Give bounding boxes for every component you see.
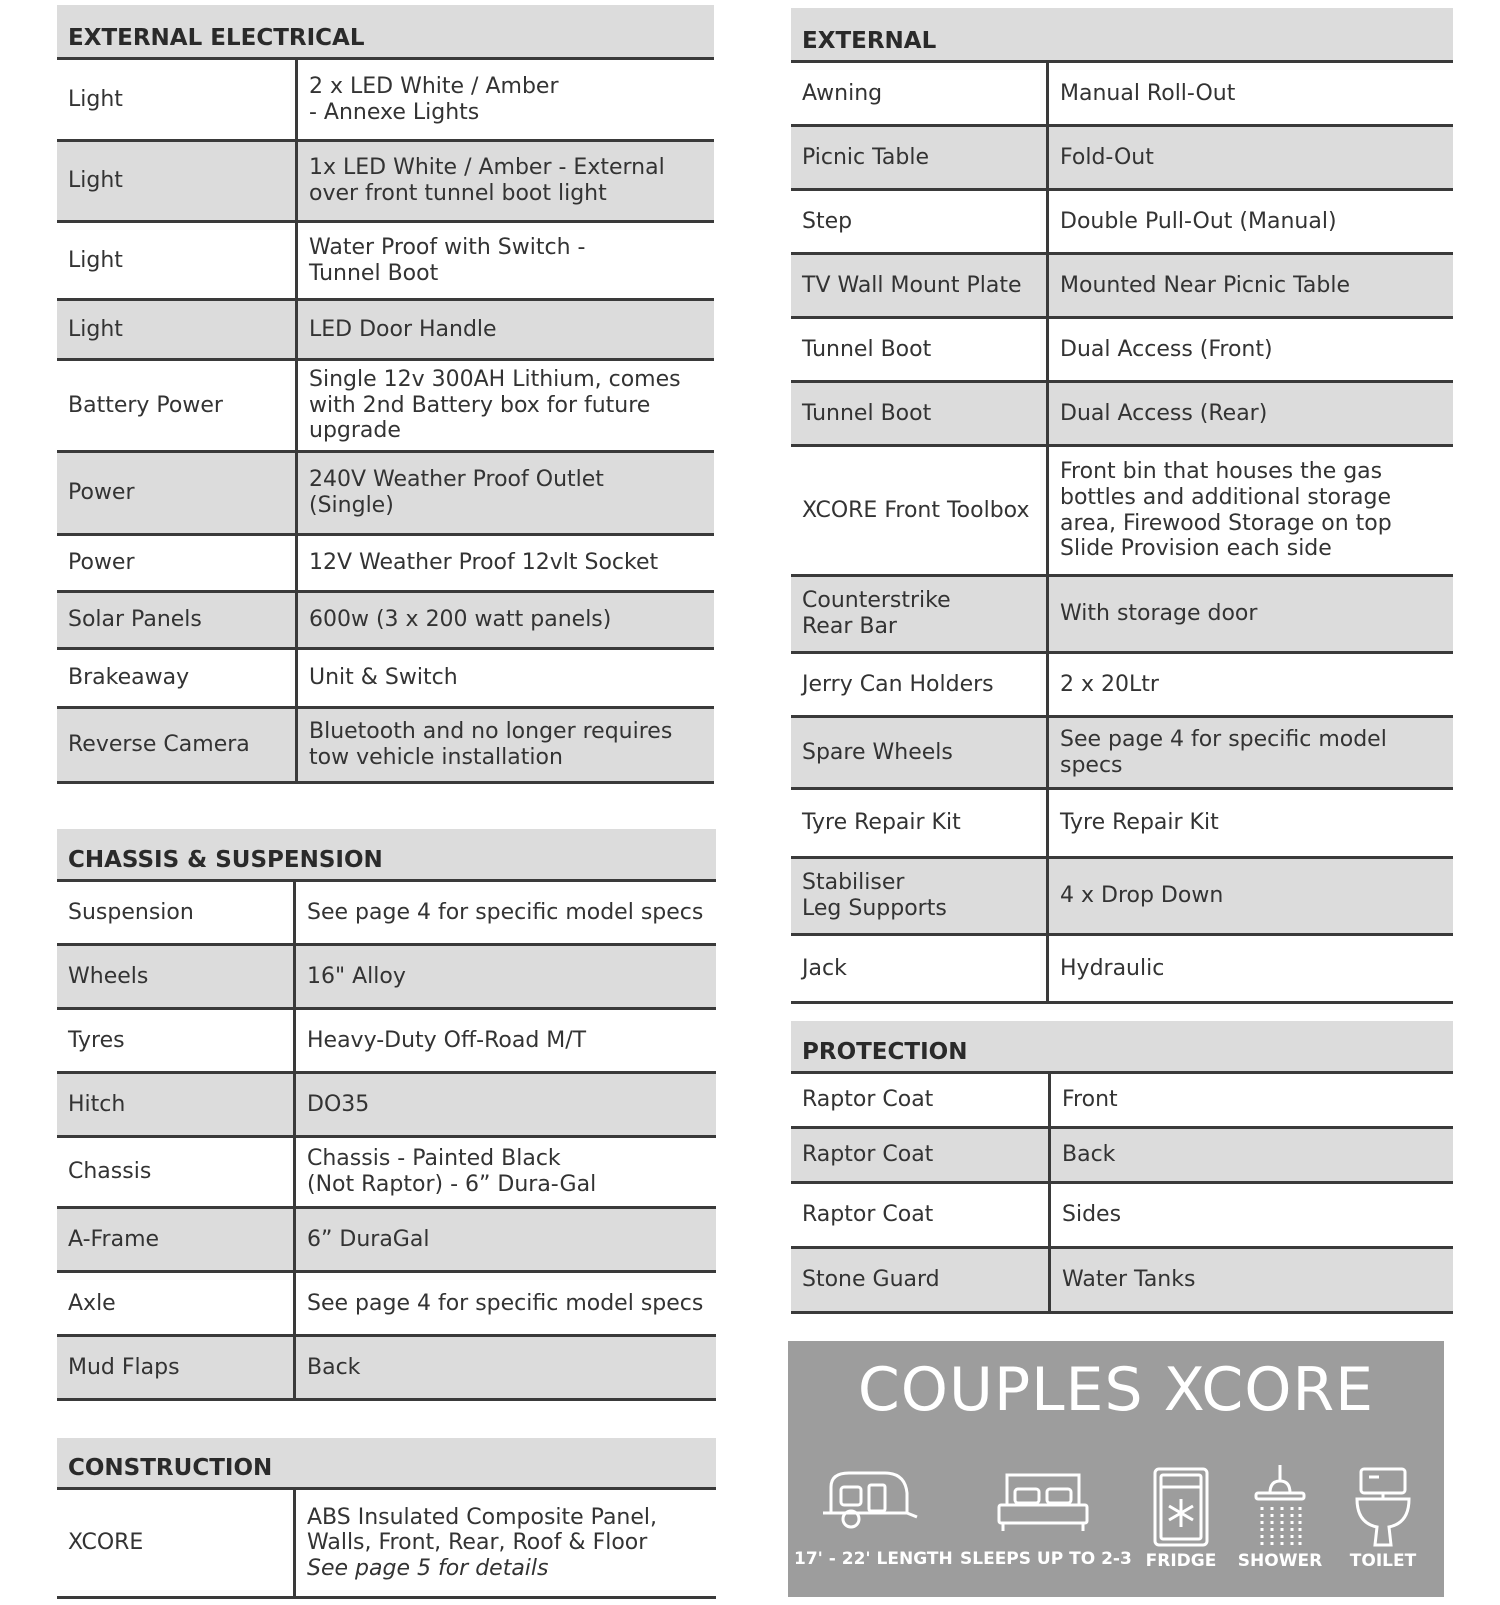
feature-label-toilet: TOILET [1349, 1551, 1417, 1571]
row-value: 6” DuraGal [307, 1226, 430, 1252]
table-row [791, 1129, 1453, 1184]
row-value: 4 x Drop Down [1060, 883, 1224, 909]
table-row [57, 536, 714, 593]
table-row [57, 1490, 716, 1599]
table-row [791, 1184, 1453, 1249]
row-value: See page 4 for specific model specs [307, 899, 704, 925]
table-row [791, 936, 1453, 1004]
table-row [57, 709, 714, 784]
table-row [57, 650, 714, 709]
feature-label-length: 17' - 22' LENGTH [794, 1549, 953, 1569]
row-value: Manual Roll-Out [1060, 80, 1236, 106]
table-row [791, 319, 1453, 383]
row-label: Light [57, 301, 298, 358]
caravan-icon [819, 1465, 919, 1535]
row-value: Hydraulic [1060, 955, 1165, 981]
feature-label-shower: SHOWER [1237, 1551, 1323, 1571]
row-value: 600w (3 x 200 watt panels) [309, 607, 612, 633]
row-label: Tyre Repair Kit [791, 790, 1049, 856]
row-label: TV Wall Mount Plate [791, 255, 1049, 316]
table-row [791, 1074, 1453, 1129]
feature-length [794, 1465, 953, 1569]
table-row [57, 1074, 716, 1138]
row-value: Dual Access (Rear) [1060, 400, 1268, 426]
feature-label-fridge: FRIDGE [1145, 1551, 1217, 1571]
row-label: Wheels [57, 946, 296, 1007]
row-label: A-Frame [57, 1209, 296, 1270]
table-row [791, 577, 1453, 654]
row-label: Suspension [57, 882, 296, 943]
row-label: XCORE Front Toolbox [791, 447, 1049, 574]
table-row [57, 1273, 716, 1337]
table-row [791, 191, 1453, 255]
row-label: Reverse Camera [57, 709, 298, 781]
row-value: Single 12v 300AH Lithium, comes with 2nd Battery box for future upgrade [309, 367, 681, 444]
table-row [57, 142, 714, 223]
feature-sleeps [960, 1465, 1132, 1569]
row-label: Picnic Table [791, 127, 1049, 188]
fridge-icon [1149, 1465, 1213, 1549]
row-label: Light [57, 223, 298, 298]
row-label: Raptor Coat [791, 1184, 1051, 1246]
row-label: Raptor Coat [791, 1129, 1051, 1181]
couples-xcore-promo [788, 1341, 1444, 1597]
table-row [57, 453, 714, 536]
row-value: 2 x 20Ltr [1060, 671, 1159, 697]
row-label: Light [57, 142, 298, 220]
row-value: With storage door [1060, 601, 1258, 627]
row-value: Unit & Switch [309, 665, 458, 691]
row-value: Double Pull-Out (Manual) [1060, 208, 1337, 234]
row-value: Back [307, 1354, 361, 1380]
section-title: CHASSIS & SUSPENSION [57, 829, 716, 882]
row-label: Jerry Can Holders [791, 654, 1049, 715]
row-label: Light [57, 60, 298, 139]
promo-title: COUPLES XCORE [857, 1355, 1375, 1425]
table-row [57, 882, 716, 946]
table-row [57, 1010, 716, 1074]
table-row [791, 383, 1453, 447]
row-label: Jack [791, 936, 1049, 1001]
row-value: See page 4 for specific model specs [307, 1290, 704, 1316]
table-row [791, 127, 1453, 191]
table-row [57, 223, 714, 301]
table-row [791, 654, 1453, 718]
row-label: Axle [57, 1273, 296, 1334]
row-value: Back [1062, 1142, 1116, 1168]
row-label: Counterstrike Rear Bar [791, 577, 1049, 651]
table-row [57, 946, 716, 1010]
feature-label-sleeps: SLEEPS UP TO 2-3 [960, 1549, 1132, 1569]
table-row [791, 1249, 1453, 1314]
row-label: Power [57, 536, 298, 590]
table-row [791, 718, 1453, 790]
row-label: Battery Power [57, 361, 298, 450]
row-value: Water Proof with Switch - Tunnel Boot [309, 234, 586, 286]
toilet-icon [1353, 1465, 1413, 1549]
row-value: See page 4 for specific model specs [1060, 726, 1387, 778]
row-value: Bluetooth and no longer requires tow vehicle installation [309, 719, 673, 770]
table-row [791, 255, 1453, 319]
row-label: Solar Panels [57, 593, 298, 647]
section-title: CONSTRUCTION [57, 1438, 716, 1490]
section-title: PROTECTION [791, 1021, 1453, 1074]
row-value: Dual Access (Front) [1060, 336, 1273, 362]
table-row [57, 60, 714, 142]
feature-shower [1220, 1463, 1340, 1571]
table-row [57, 1337, 716, 1401]
row-label: XCORE [57, 1490, 296, 1596]
table-row [791, 63, 1453, 127]
row-value: Mounted Near Picnic Table [1060, 272, 1350, 298]
table-row [57, 361, 714, 453]
row-value: DO35 [307, 1091, 370, 1117]
protection-table [791, 1021, 1453, 1314]
row-value: 240V Weather Proof Outlet (Single) [309, 467, 604, 518]
row-value: 12V Weather Proof 12vlt Socket [309, 550, 659, 576]
row-label: Raptor Coat [791, 1074, 1051, 1126]
bed-icon [993, 1465, 1093, 1535]
row-label: Spare Wheels [791, 718, 1049, 787]
table-row [57, 1209, 716, 1273]
table-row [57, 1138, 716, 1209]
row-label: Stabiliser Leg Supports [791, 859, 1049, 933]
row-value: Chassis - Painted Black (Not Raptor) - 6” Dura-Gal [307, 1146, 597, 1197]
row-label: Stone Guard [791, 1249, 1051, 1311]
row-label: Mud Flaps [57, 1337, 296, 1398]
row-value: Water Tanks [1062, 1267, 1196, 1293]
table-row [57, 301, 714, 361]
section-title: EXTERNAL ELECTRICAL [57, 5, 714, 60]
row-label: Step [791, 191, 1049, 252]
table-row [791, 447, 1453, 577]
chassis-suspension-table [57, 829, 716, 1401]
row-value: Fold-Out [1060, 144, 1154, 170]
external-table [791, 8, 1453, 1004]
row-value: Front [1062, 1087, 1118, 1113]
row-value: 16" Alloy [307, 963, 406, 989]
row-value-note: See page 5 for details [307, 1555, 549, 1581]
construction-table [57, 1438, 716, 1599]
row-value: LED Door Handle [309, 316, 497, 342]
row-label: Hitch [57, 1074, 296, 1135]
row-label: Chassis [57, 1138, 296, 1206]
table-row [791, 859, 1453, 936]
table-row [57, 593, 714, 650]
row-value: Tyre Repair Kit [1060, 810, 1219, 836]
row-value: 1x LED White / Amber - External over front tunnel boot light [309, 155, 665, 206]
shower-icon [1248, 1463, 1312, 1549]
row-label: Tunnel Boot [791, 383, 1049, 444]
row-label: Brakeaway [57, 650, 298, 706]
row-value-text: ABS Insulated Composite Panel, Walls, Front, Rear, Roof & Floor [307, 1504, 658, 1556]
table-row [791, 790, 1453, 859]
row-label: Power [57, 453, 298, 533]
row-label: Tunnel Boot [791, 319, 1049, 380]
feature-toilet [1328, 1465, 1438, 1571]
row-value [296, 1490, 716, 1596]
section-title: EXTERNAL [791, 8, 1453, 63]
row-label: Awning [791, 63, 1049, 124]
row-value: Sides [1062, 1202, 1122, 1228]
row-value: Front bin that houses the gas bottles and additional storage area, Firewood Storage on top Slide Provision each side [1060, 459, 1392, 562]
row-value: 2 x LED White / Amber - Annexe Lights [309, 73, 559, 125]
row-value: Heavy-Duty Off-Road M/T [307, 1027, 587, 1053]
external-electrical-table [57, 5, 714, 784]
row-label: Tyres [57, 1010, 296, 1071]
